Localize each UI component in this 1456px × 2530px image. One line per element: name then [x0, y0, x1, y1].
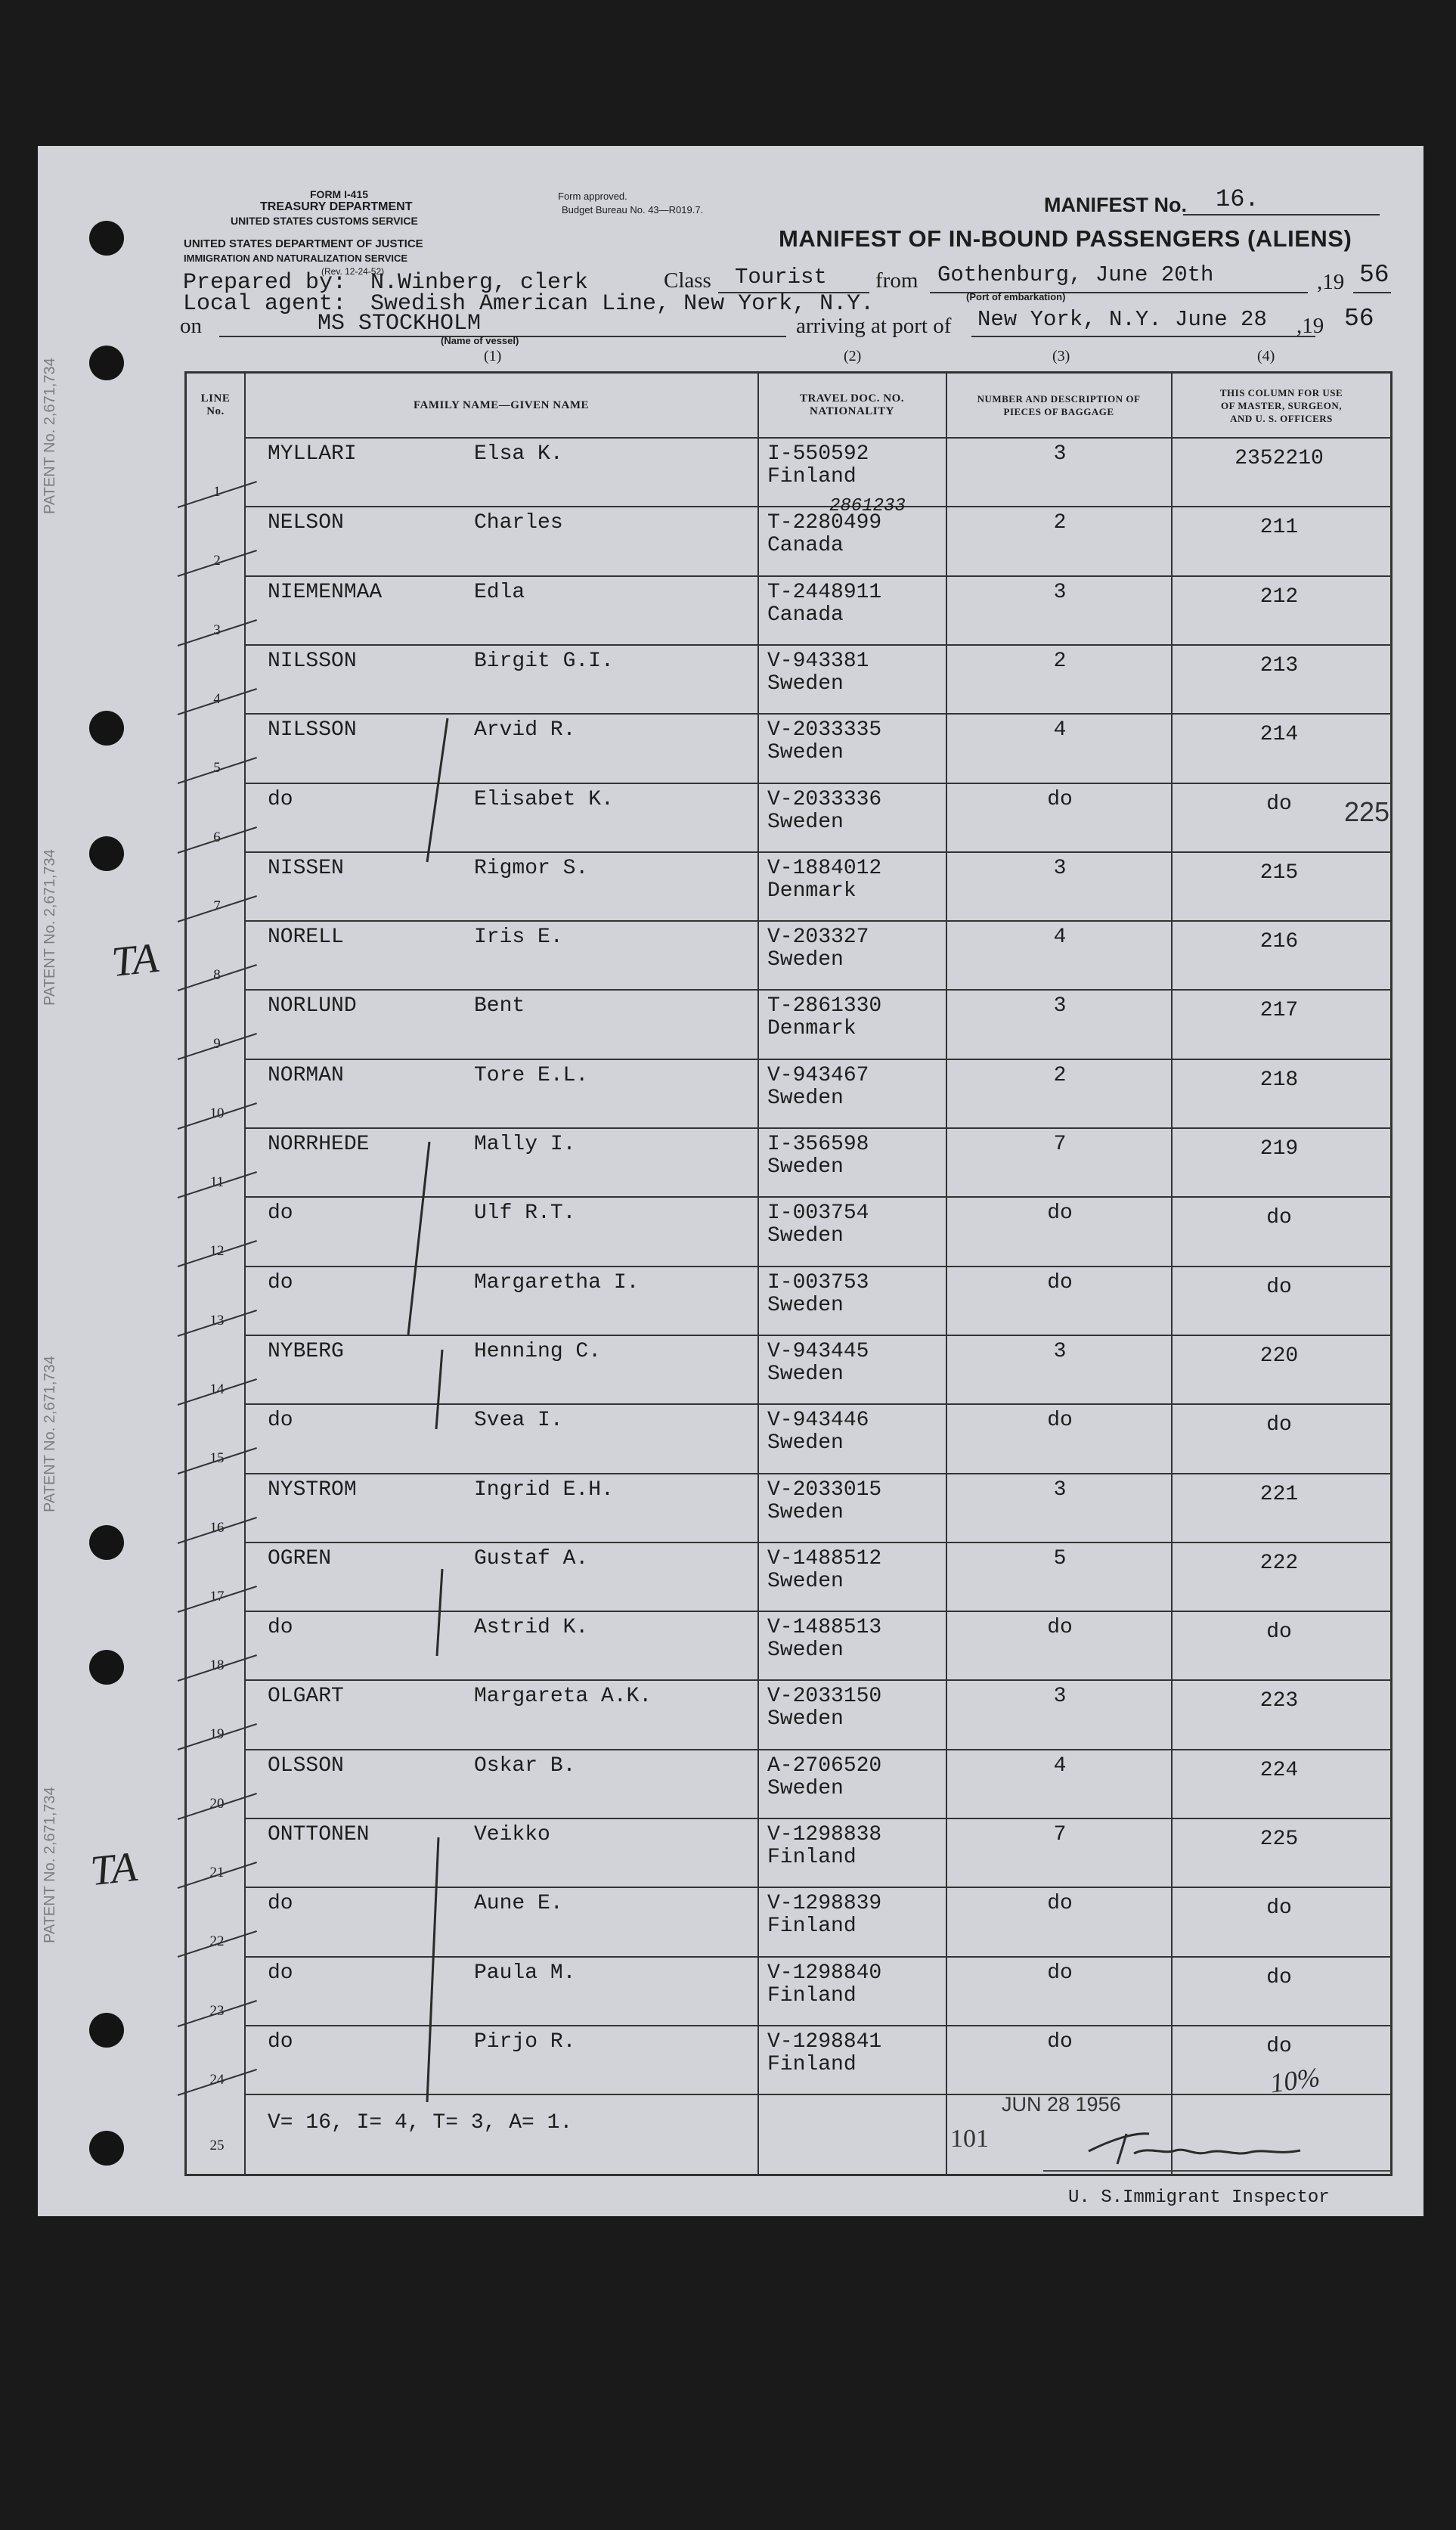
family-name: do [268, 1892, 293, 1916]
manifest-number: 16. [1216, 185, 1259, 213]
line-number: 12 [209, 1243, 225, 1260]
line-number: 11 [209, 1174, 225, 1190]
given-name: Ingrid E.H. [474, 1477, 614, 1502]
officer-use-value: do [1266, 2034, 1292, 2058]
family-name: NORRHEDE [268, 1133, 370, 1156]
given-name: Oskar B. [474, 1753, 576, 1778]
travel-doc-no: V-943446 [767, 1409, 869, 1433]
nationality: Sweden [767, 1776, 844, 1800]
travel-doc-no: V-2033150 [767, 1685, 882, 1709]
baggage-count: 4 [1053, 718, 1067, 743]
officer-use-value: 225 [1259, 1828, 1299, 1851]
nationality: Finland [767, 1846, 857, 1869]
patent-margin-text: PATENT No. 2,671,734 [42, 358, 58, 514]
given-name: Gustaf A. [474, 1546, 589, 1570]
year-underline [1353, 292, 1391, 293]
header-line-no: LINE No. [200, 392, 231, 417]
officer-use-value: do [1266, 792, 1292, 816]
travel-doc-no: V-2033336 [767, 787, 882, 811]
nationality: Denmark [767, 879, 857, 903]
from-year-suffix: 56 [1359, 261, 1389, 289]
line-number: 10 [209, 1105, 225, 1121]
line-number: 15 [209, 1450, 225, 1467]
manifest-no-label: MANIFEST No. [1044, 194, 1187, 216]
officer-use-value: 224 [1259, 1758, 1299, 1782]
nationality: Sweden [767, 1707, 844, 1732]
stamp-number: 101 [950, 2125, 989, 2153]
doc-correction-note: 2861233 [829, 496, 906, 517]
travel-doc-no: V-1298841 [767, 2029, 882, 2054]
nationality: Sweden [767, 1155, 844, 1179]
baggage-count: do [1047, 2029, 1073, 2054]
line-number: 4 [213, 690, 221, 707]
family-name: do [268, 1616, 293, 1640]
family-name: NORLUND [268, 994, 357, 1019]
baggage-count: 4 [1053, 1753, 1067, 1778]
row24-percent-note: 10% [1268, 2061, 1322, 2099]
travel-doc-no: V-943381 [767, 649, 869, 673]
nationality: Denmark [767, 1017, 857, 1041]
given-name: Paula M. [474, 1961, 576, 1985]
nationality: Finland [767, 2052, 857, 2076]
travel-doc-no: V-1298838 [767, 1823, 882, 1846]
travel-doc-no: A-2706520 [767, 1753, 882, 1778]
line-number: 23 [209, 2002, 225, 2019]
vessel-note: (Name of vessel) [441, 335, 519, 346]
officer-use-value: 213 [1259, 653, 1299, 677]
given-name: Mally I. [474, 1133, 576, 1156]
line-number: 3 [213, 622, 221, 638]
travel-doc-no: I-550592 [767, 442, 869, 466]
baggage-count: do [1047, 1409, 1073, 1433]
line-number: 6 [213, 829, 221, 845]
baggage-count: 2 [1053, 649, 1067, 673]
patent-margin-text: PATENT No. 2,671,734 [42, 849, 58, 1006]
col-number-2: (2) [844, 348, 862, 364]
family-name: do [268, 1961, 293, 1985]
header-officers: THIS COLUMN FOR USE OF MASTER, SURGEON, AND U. S. OFFICERS [1219, 386, 1343, 424]
family-name: do [268, 2029, 293, 2054]
baggage-count: 7 [1053, 1133, 1067, 1156]
port-underline [971, 336, 1315, 337]
inspector-label: U. S.Immigrant Inspector [1068, 2187, 1330, 2208]
baggage-count: 4 [1053, 925, 1067, 950]
line-number: 22 [209, 1933, 225, 1950]
family-name: NIEMENMAA [268, 580, 383, 604]
officer-use-value: 223 [1259, 1689, 1299, 1713]
doc-type-summary: V= 16, I= 4, T= 3, A= 1. [268, 2111, 573, 2135]
nationality: Canada [767, 603, 844, 627]
punch-hole [89, 1650, 124, 1685]
baggage-count: 3 [1053, 1477, 1067, 1502]
given-name: Pirjo R. [474, 2029, 576, 2054]
given-name: Margareta A.K. [474, 1685, 652, 1709]
inspector-underline [1043, 2170, 1391, 2172]
given-name: Elsa K. [474, 442, 563, 466]
prepared-label: Prepared by: [183, 270, 347, 296]
travel-doc-no: I-356598 [767, 1133, 869, 1156]
header-baggage: NUMBER AND DESCRIPTION OF PIECES OF BAGGAGE [977, 393, 1141, 417]
officer-use-value: do [1266, 1965, 1292, 1989]
given-name: Veikko [474, 1823, 550, 1846]
baggage-count: do [1047, 1270, 1073, 1294]
punch-hole [89, 1525, 124, 1560]
nationality: Sweden [767, 1639, 844, 1663]
given-name: Iris E. [474, 925, 563, 950]
baggage-count: do [1047, 1961, 1073, 1985]
travel-doc-no: V-2033335 [767, 718, 882, 743]
agent-label: Local agent: [183, 291, 347, 317]
vessel-name: MS STOCKHOLM [318, 311, 482, 336]
line-number: 14 [209, 1381, 225, 1397]
col-number-1: (1) [484, 348, 502, 364]
baggage-count: 5 [1053, 1546, 1067, 1570]
family-name: NISSEN [268, 856, 344, 880]
officer-use-value: 212 [1259, 584, 1299, 609]
baggage-count: 2 [1053, 511, 1067, 535]
arriving-label: arriving at port of [796, 314, 952, 338]
punch-hole [89, 711, 124, 746]
travel-doc-no: V-1298840 [767, 1961, 882, 1985]
family-name: OLSSON [268, 1753, 344, 1778]
form-budget: Budget Bureau No. 43—R019.7. [562, 204, 704, 215]
line-number: 8 [213, 967, 221, 984]
margin-annotation-225: 225 [1344, 796, 1390, 827]
line-number: 20 [209, 1795, 225, 1812]
family-name: NORMAN [268, 1063, 344, 1087]
officer-use-value: 215 [1259, 860, 1299, 885]
family-name: do [268, 1409, 293, 1433]
form-rev: (Rev. 12-24-52) [321, 266, 385, 277]
arrival-year-prefix: ,19 [1296, 314, 1324, 338]
baggage-count: do [1047, 1616, 1073, 1640]
travel-doc-no: V-943467 [767, 1063, 869, 1087]
nationality: Sweden [767, 1362, 844, 1386]
patent-margin-text: PATENT No. 2,671,734 [42, 1356, 58, 1512]
travel-doc-no: V-1298839 [767, 1892, 882, 1916]
officer-use-value: 218 [1259, 1068, 1299, 1092]
baggage-count: 3 [1053, 994, 1067, 1019]
given-name: Margaretha I. [474, 1270, 640, 1294]
travel-doc-no: V-1488512 [767, 1546, 882, 1570]
given-name: Tore E.L. [474, 1063, 589, 1087]
from-value: Gothenburg, June 20th [937, 262, 1214, 287]
given-name: Bent [474, 994, 525, 1019]
nationality: Sweden [767, 810, 844, 834]
travel-doc-no: T-2861330 [767, 994, 882, 1019]
family-name: NELSON [268, 511, 344, 535]
vessel-on-label: on [180, 314, 202, 338]
line-number: 2 [213, 553, 221, 569]
nationality: Canada [767, 534, 844, 558]
line-number: 17 [209, 1588, 225, 1605]
officer-use-value: 211 [1259, 516, 1299, 540]
officer-use-value: do [1266, 1413, 1292, 1437]
given-name: Rigmor S. [474, 856, 589, 880]
travel-doc-no: T-2280499 [767, 511, 882, 535]
line-number: 16 [209, 1519, 225, 1536]
form-number: FORM I-415 [310, 188, 369, 200]
from-label: from [875, 268, 919, 293]
passenger-table [184, 371, 1392, 2176]
line-number: 9 [213, 1036, 221, 1053]
nationality: Sweden [767, 1431, 844, 1456]
baggage-count: 7 [1053, 1823, 1067, 1846]
nationality: Finland [767, 465, 857, 488]
family-name: ONTTONEN [268, 1823, 370, 1846]
baggage-count: 2 [1053, 1063, 1067, 1087]
officer-use-value: 220 [1259, 1344, 1299, 1368]
nationality: Finland [767, 1915, 857, 1939]
nationality: Sweden [767, 671, 844, 696]
nationality: Sweden [767, 1500, 844, 1524]
given-name: Charles [474, 511, 563, 535]
col-number-4: (4) [1257, 348, 1275, 364]
punch-hole [89, 2013, 124, 2048]
line-number: 13 [209, 1312, 225, 1329]
family-name: NILSSON [268, 649, 357, 673]
line-number: 19 [209, 1726, 225, 1743]
nationality: Sweden [767, 1224, 844, 1248]
line-number: 18 [209, 1657, 225, 1674]
manifest-no-underline [1183, 214, 1380, 215]
nationality: Sweden [767, 741, 844, 765]
officer-use-value: 219 [1259, 1137, 1299, 1161]
officer-use-value: 2352210 [1235, 447, 1324, 470]
header-travel-doc: TRAVEL DOC. NO. NATIONALITY [799, 392, 905, 417]
line-number: 25 [209, 2138, 225, 2154]
travel-doc-no: V-943445 [767, 1339, 869, 1363]
family-name: OGREN [268, 1546, 332, 1570]
officer-use-value: 221 [1259, 1482, 1299, 1506]
travel-doc-no: I-003754 [767, 1201, 869, 1226]
arrival-port: New York, N.Y. June 28 [977, 307, 1267, 332]
given-name: Aune E. [474, 1892, 563, 1916]
travel-doc-no: V-2033015 [767, 1477, 882, 1502]
line-number: 7 [213, 898, 221, 914]
punch-hole [89, 836, 124, 871]
given-name: Henning C. [474, 1339, 602, 1363]
col-number-3: (3) [1052, 348, 1070, 364]
baggage-count: 3 [1053, 856, 1067, 880]
family-name: OLGART [268, 1685, 344, 1709]
inspector-signature [1081, 2117, 1323, 2170]
line-number: 24 [209, 2071, 225, 2088]
officer-use-value: do [1266, 1275, 1292, 1299]
given-name: Elisabet K. [474, 787, 614, 811]
officer-use-value: 222 [1259, 1551, 1299, 1575]
given-name: Arvid R. [474, 718, 576, 743]
port-embark-note: (Port of embarkation) [966, 291, 1066, 302]
family-name: do [268, 787, 293, 811]
class-label: Class [664, 268, 711, 293]
arrival-year-suffix: 56 [1344, 305, 1374, 333]
handwritten-initials: TA [109, 934, 161, 987]
given-name: Edla [474, 580, 525, 604]
given-name: Svea I. [474, 1409, 563, 1433]
nationality: Sweden [767, 1293, 844, 1317]
from-year-prefix: ,19 [1317, 270, 1345, 294]
officer-use-value: 214 [1259, 723, 1299, 747]
header-name: FAMILY NAME—GIVEN NAME [413, 398, 590, 411]
manifest-title: MANIFEST OF IN-BOUND PASSENGERS (ALIENS) [779, 225, 1352, 252]
travel-doc-no: V-1884012 [767, 856, 882, 880]
nationality: Finland [767, 1983, 857, 2008]
baggage-count: 3 [1053, 1339, 1067, 1363]
given-name: Ulf R.T. [474, 1201, 576, 1226]
handwritten-initials: TA [88, 1843, 140, 1896]
travel-doc-no: T-2448911 [767, 580, 882, 604]
form-department: TREASURY DEPARTMENT [260, 200, 413, 213]
form-justice: UNITED STATES DEPARTMENT OF JUSTICE [184, 237, 423, 250]
line-number: 1 [213, 484, 221, 500]
travel-doc-no: V-1488513 [767, 1616, 882, 1640]
date-stamp: JUN 28 1956 [1002, 2093, 1121, 2116]
punch-hole [89, 221, 124, 256]
baggage-count: do [1047, 1201, 1073, 1226]
patent-margin-text: PATENT No. 2,671,734 [42, 1787, 58, 1943]
officer-use-value: do [1266, 1896, 1292, 1921]
form-approval: Form approved. [558, 191, 627, 202]
baggage-count: 3 [1053, 580, 1067, 604]
baggage-count: do [1047, 787, 1073, 811]
baggage-count: do [1047, 1892, 1073, 1916]
officer-use-value: do [1266, 1620, 1292, 1645]
family-name: do [268, 1201, 293, 1226]
prepared-value: N.Winberg, clerk [370, 270, 589, 296]
given-name: Astrid K. [474, 1616, 589, 1640]
line-number: 21 [209, 1865, 225, 1880]
baggage-count: 3 [1053, 1685, 1067, 1709]
family-name: do [268, 1270, 293, 1294]
family-name: NORELL [268, 925, 344, 950]
travel-doc-no: I-003753 [767, 1270, 869, 1294]
nationality: Sweden [767, 948, 844, 972]
travel-doc-no: V-203327 [767, 925, 869, 950]
punch-hole [89, 346, 124, 380]
officer-use-value: 217 [1259, 999, 1299, 1023]
family-name: MYLLARI [268, 442, 357, 466]
officer-use-value: 216 [1259, 930, 1299, 954]
form-customs: UNITED STATES CUSTOMS SERVICE [231, 215, 418, 227]
officer-use-value: do [1266, 1206, 1292, 1230]
class-value: Tourist [735, 265, 827, 290]
line-number: 5 [213, 760, 221, 777]
nationality: Sweden [767, 1569, 844, 1593]
form-ins: IMMIGRATION AND NATURALIZATION SERVICE [184, 253, 408, 264]
family-name: NILSSON [268, 718, 357, 743]
given-name: Birgit G.I. [474, 649, 614, 673]
punch-hole [89, 2131, 124, 2166]
agent-value: Swedish American Line, New York, N.Y. [370, 291, 875, 317]
family-name: NYSTROM [268, 1477, 357, 1502]
baggage-count: 3 [1053, 442, 1067, 466]
family-name: NYBERG [268, 1339, 344, 1363]
nationality: Sweden [767, 1086, 844, 1110]
